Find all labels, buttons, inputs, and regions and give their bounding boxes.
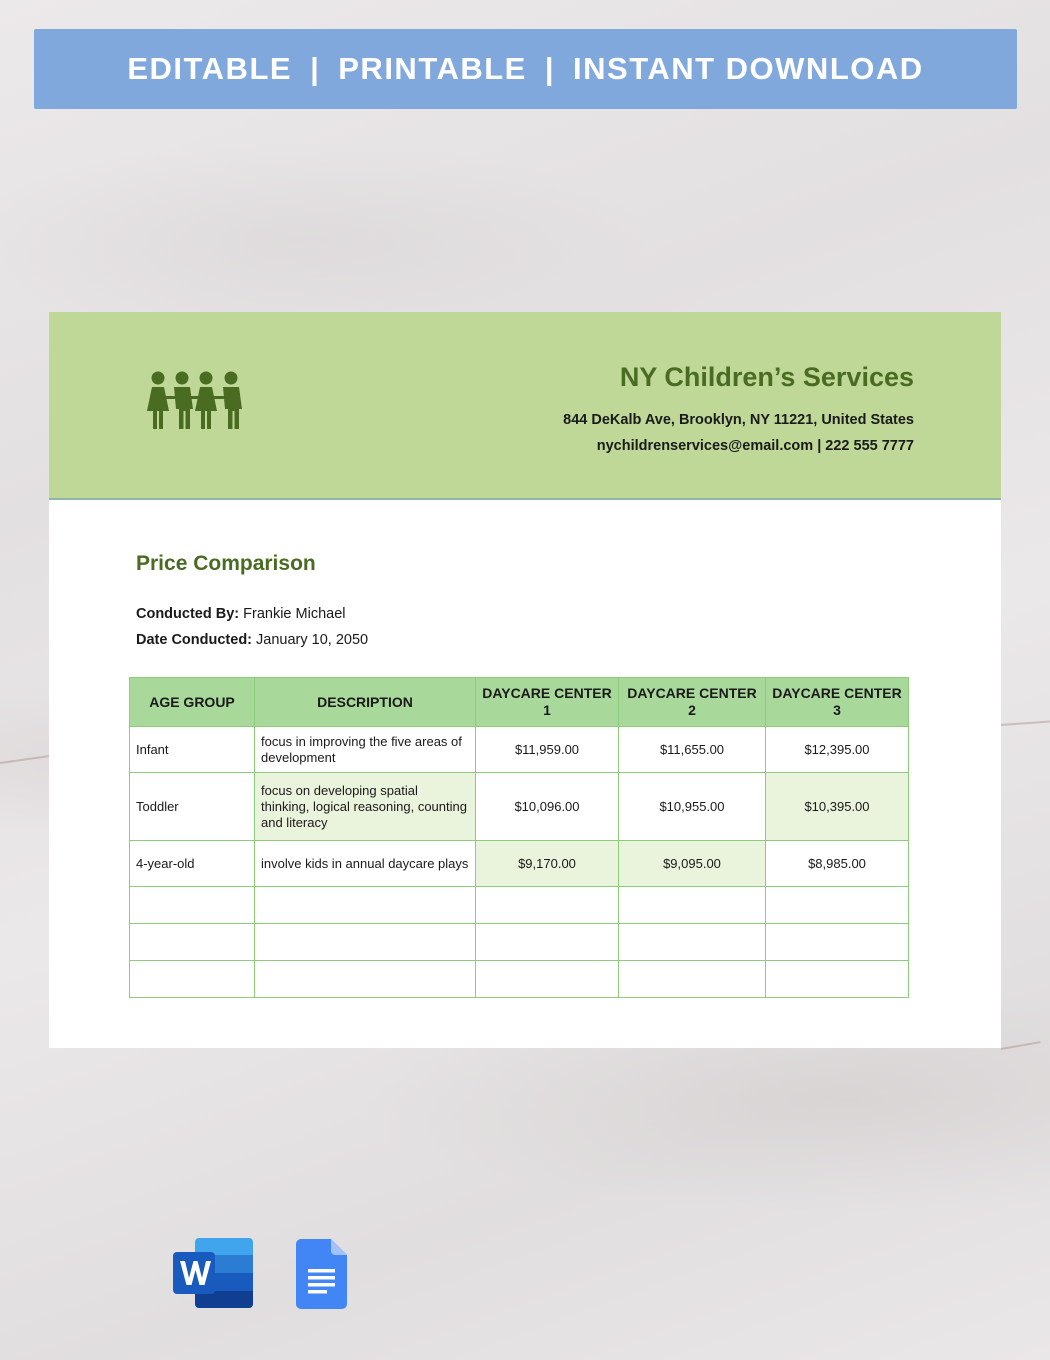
table-cell-empty — [619, 887, 766, 924]
conducted-by-value: Frankie Michael — [243, 606, 346, 622]
marble-vein — [1001, 1041, 1041, 1050]
organization-contact: nychildrenservices@email.com | 222 555 7777 — [596, 438, 914, 454]
feature-banner — [34, 29, 1017, 109]
page-title: Price Comparison — [136, 552, 316, 575]
organization-name: NY Children’s Services — [619, 362, 914, 392]
column-header-daycare-center-1: DAYCARE CENTER 1 — [476, 678, 619, 727]
table-cell-empty — [255, 887, 476, 924]
column-header-age-group: AGE GROUP — [130, 678, 255, 727]
banner-separator: | — [544, 51, 556, 86]
date-conducted-label: Date Conducted: — [136, 632, 252, 648]
table-row — [130, 841, 909, 887]
table-cell-description: focus in improving the five areas of development — [255, 727, 476, 773]
table-cell-description: focus on developing spatial thinking, logical reasoning, counting and literacy — [255, 773, 476, 841]
table-cell-empty — [476, 961, 619, 998]
column-header-daycare-center-3: DAYCARE CENTER 3 — [766, 678, 909, 727]
table-cell-empty — [766, 924, 909, 961]
microsoft-word-icon[interactable] — [173, 1238, 253, 1308]
price-comparison-table — [129, 677, 909, 998]
table-cell-price: $12,395.00 — [766, 727, 909, 773]
table-cell-price: $10,395.00 — [766, 773, 909, 841]
marble-vein — [1000, 721, 1050, 726]
table-cell-empty — [255, 961, 476, 998]
table-cell-empty — [130, 887, 255, 924]
conducted-by-label: Conducted By: — [136, 606, 240, 622]
table-cell-price: $9,170.00 — [476, 841, 619, 887]
document-page — [49, 312, 1001, 1048]
table-cell-price: $11,959.00 — [476, 727, 619, 773]
document-header — [49, 312, 1001, 500]
table-cell-age-group: Toddler — [130, 773, 255, 841]
column-header-description: DESCRIPTION — [255, 678, 476, 727]
table-cell-empty — [766, 887, 909, 924]
organization-address: 844 DeKalb Ave, Brooklyn, NY 11221, United States — [563, 412, 914, 428]
table-cell-description: involve kids in annual daycare plays — [255, 841, 476, 887]
google-docs-icon[interactable] — [296, 1239, 347, 1309]
table-cell-age-group: 4-year-old — [130, 841, 255, 887]
table-cell-age-group: Infant — [130, 727, 255, 773]
table-header-row — [130, 678, 909, 727]
banner-item-editable: EDITABLE — [127, 51, 293, 86]
table-cell-empty — [130, 961, 255, 998]
table-cell-price: $11,655.00 — [619, 727, 766, 773]
table-cell-empty — [619, 961, 766, 998]
table-cell-empty — [766, 961, 909, 998]
column-header-daycare-center-2: DAYCARE CENTER 2 — [619, 678, 766, 727]
table-row — [130, 924, 909, 961]
banner-separator: | — [310, 51, 321, 86]
table-cell-empty — [255, 924, 476, 961]
table-cell-price: $10,096.00 — [476, 773, 619, 841]
table-cell-empty — [476, 924, 619, 961]
table-cell-price: $8,985.00 — [766, 841, 909, 887]
table-row — [130, 727, 909, 773]
banner-item-printable: PRINTABLE — [338, 51, 527, 86]
banner-item-instant-download: INSTANT DOWNLOAD — [573, 51, 924, 86]
table-cell-empty — [130, 924, 255, 961]
table-cell-price: $10,955.00 — [619, 773, 766, 841]
table-cell-price: $9,095.00 — [619, 841, 766, 887]
children-group-icon — [143, 370, 247, 434]
table-row — [130, 773, 909, 841]
table-cell-empty — [619, 924, 766, 961]
conducted-by — [136, 606, 345, 622]
date-conducted — [136, 632, 368, 648]
table-row — [130, 961, 909, 998]
table-cell-empty — [476, 887, 619, 924]
table-row — [130, 887, 909, 924]
date-conducted-value: January 10, 2050 — [256, 632, 369, 648]
